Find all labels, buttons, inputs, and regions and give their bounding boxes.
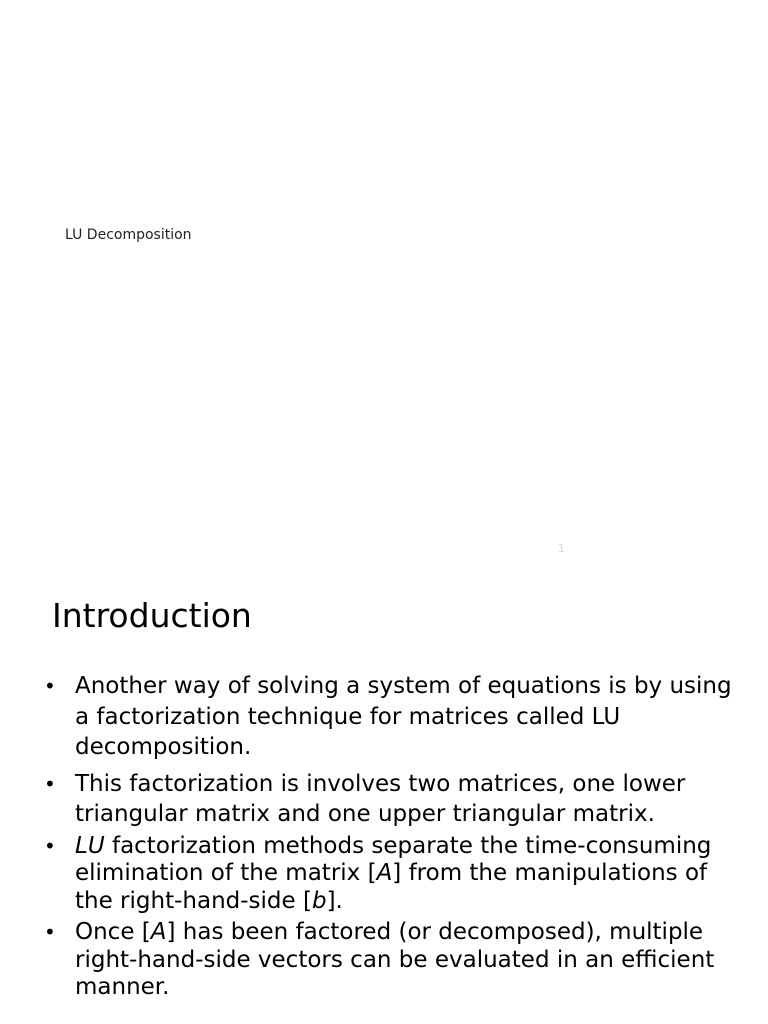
italic-a: A	[150, 919, 167, 945]
bullet-text: Another way of solving a system of equations is by using a factorization technique for matrices called LU decomposition.	[75, 673, 732, 760]
bullet-list	[44, 671, 744, 1002]
italic-a: A	[376, 860, 393, 886]
bullet-text	[75, 833, 711, 914]
bullet-icon: •	[44, 771, 56, 796]
content-slide	[0, 576, 768, 1024]
bullet-item	[44, 671, 744, 763]
italic-lu: LU	[75, 832, 105, 859]
text-segment: ] from the manipulations of the right-hand-side [	[75, 860, 708, 914]
bullet-text	[75, 919, 714, 1000]
slide-title: LU Decomposition	[65, 227, 192, 243]
text-segment: ] has been factored (or decomposed), multiple right-hand-side vectors can be evaluated in an efficient manner.	[75, 919, 715, 1000]
bullet-icon: •	[44, 674, 56, 698]
page-number: 1	[558, 542, 565, 555]
text-segment: Once [	[75, 919, 151, 945]
bullet-text: This factorization is involves two matrices, one lower triangular matrix and one upper triangular matrix.	[75, 770, 686, 827]
italic-b: b	[311, 887, 327, 914]
bullet-item	[44, 769, 744, 829]
bullet-item	[44, 919, 744, 1002]
bullet-icon: •	[44, 920, 56, 944]
text-segment: factorization methods separate the time-consuming elimination of the matrix [	[75, 832, 712, 886]
bullet-icon: •	[44, 833, 56, 858]
bullet-item	[44, 833, 744, 916]
slide-heading: Introduction	[52, 596, 252, 635]
text-segment: ].	[326, 887, 343, 914]
